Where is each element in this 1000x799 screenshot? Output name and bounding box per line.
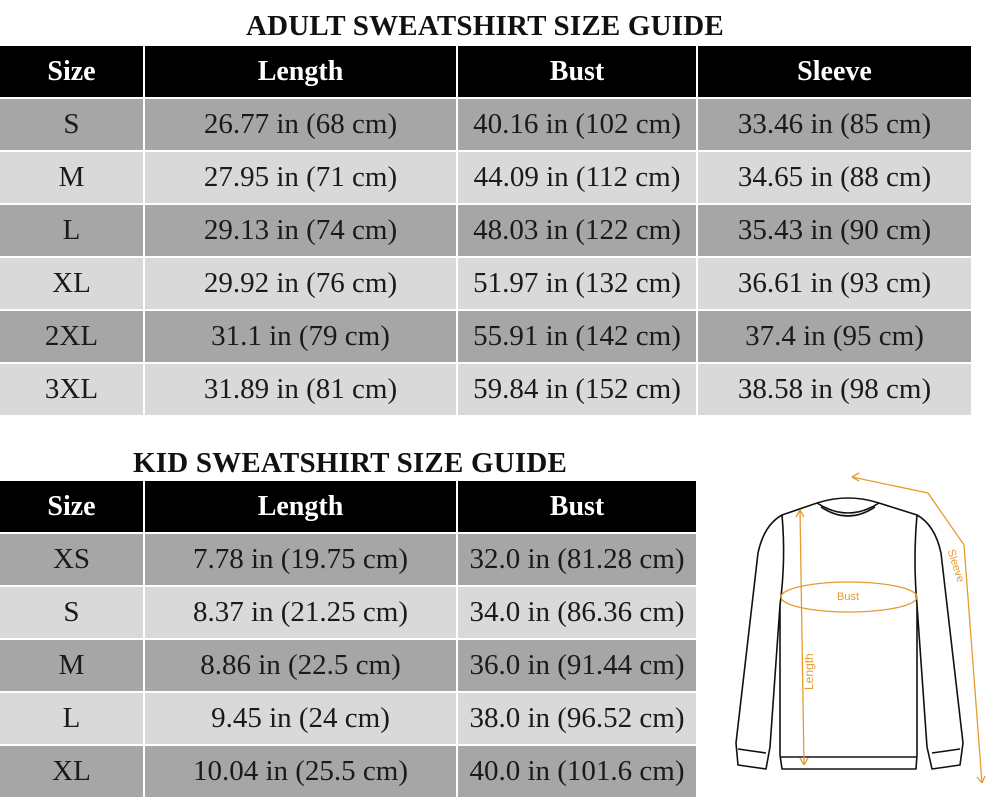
bust-cell: 51.97 in (132 cm) xyxy=(458,258,696,309)
length-measure-label: Length xyxy=(802,653,816,690)
kid-guide-title: KID SWEATSHIRT SIZE GUIDE xyxy=(133,447,568,479)
sleeve-cell: 35.43 in (90 cm) xyxy=(698,205,971,256)
sweatshirt-outline xyxy=(736,498,963,769)
size-cell: L xyxy=(0,693,143,744)
bust-cell: 48.03 in (122 cm) xyxy=(458,205,696,256)
length-cell: 31.89 in (81 cm) xyxy=(145,364,456,415)
table-row xyxy=(0,258,971,309)
table-row xyxy=(0,693,696,744)
table-row xyxy=(0,311,971,362)
table-row xyxy=(0,205,971,256)
right-armhole xyxy=(915,515,917,605)
sleeve-cell: 36.61 in (93 cm) xyxy=(698,258,971,309)
collar-front xyxy=(817,503,879,513)
size-cell: S xyxy=(0,587,143,638)
sweatshirt-measurement-diagram xyxy=(720,465,1000,799)
bust-cell: 59.84 in (152 cm) xyxy=(458,364,696,415)
column-header-length: Length xyxy=(145,46,456,97)
adult-size-table xyxy=(0,44,973,417)
sleeve-cell: 33.46 in (85 cm) xyxy=(698,99,971,150)
bust-cell: 34.0 in (86.36 cm) xyxy=(458,587,696,638)
column-header-size: Size xyxy=(0,481,143,532)
length-cell: 9.45 in (24 cm) xyxy=(145,693,456,744)
bust-cell: 32.0 in (81.28 cm) xyxy=(458,534,696,585)
column-header-bust: Bust xyxy=(458,481,696,532)
bust-cell: 38.0 in (96.52 cm) xyxy=(458,693,696,744)
bust-cell: 40.0 in (101.6 cm) xyxy=(458,746,696,797)
sleeve-cell: 38.58 in (98 cm) xyxy=(698,364,971,415)
collar-back xyxy=(817,498,879,503)
size-cell: XS xyxy=(0,534,143,585)
adult-guide-title: ADULT SWEATSHIRT SIZE GUIDE xyxy=(246,10,724,42)
size-cell: M xyxy=(0,152,143,203)
size-cell: L xyxy=(0,205,143,256)
sleeve-cell: 34.65 in (88 cm) xyxy=(698,152,971,203)
column-header-sleeve: Sleeve xyxy=(698,46,971,97)
length-cell: 7.78 in (19.75 cm) xyxy=(145,534,456,585)
length-cell: 29.92 in (76 cm) xyxy=(145,258,456,309)
size-cell: XL xyxy=(0,746,143,797)
table-row xyxy=(0,152,971,203)
length-cell: 31.1 in (79 cm) xyxy=(145,311,456,362)
table-row xyxy=(0,640,696,691)
kid-size-table xyxy=(0,479,698,799)
table-row xyxy=(0,364,971,415)
length-cell: 29.13 in (74 cm) xyxy=(145,205,456,256)
bust-cell: 40.16 in (102 cm) xyxy=(458,99,696,150)
size-cell: 3XL xyxy=(0,364,143,415)
column-header-length: Length xyxy=(145,481,456,532)
length-cell: 10.04 in (25.5 cm) xyxy=(145,746,456,797)
length-cell: 27.95 in (71 cm) xyxy=(145,152,456,203)
right-cuff xyxy=(932,749,960,753)
bust-cell: 55.91 in (142 cm) xyxy=(458,311,696,362)
collar-rib xyxy=(821,507,875,516)
size-cell: M xyxy=(0,640,143,691)
size-cell: XL xyxy=(0,258,143,309)
length-cell: 8.86 in (22.5 cm) xyxy=(145,640,456,691)
body-outline xyxy=(736,503,963,769)
size-cell: S xyxy=(0,99,143,150)
table-row xyxy=(0,534,696,585)
length-measure-line xyxy=(800,510,804,765)
left-armhole xyxy=(780,515,784,605)
sleeve-measure-label: Sleeve xyxy=(944,548,967,584)
sleeve-cell: 37.4 in (95 cm) xyxy=(698,311,971,362)
table-row xyxy=(0,587,696,638)
sleeve-arrow-start xyxy=(852,473,859,481)
length-cell: 8.37 in (21.25 cm) xyxy=(145,587,456,638)
measure-lines xyxy=(781,473,985,783)
size-cell: 2XL xyxy=(0,311,143,362)
bust-cell: 44.09 in (112 cm) xyxy=(458,152,696,203)
kid-header-row xyxy=(0,481,696,532)
table-row xyxy=(0,746,696,797)
length-cell: 26.77 in (68 cm) xyxy=(145,99,456,150)
column-header-size: Size xyxy=(0,46,143,97)
bust-cell: 36.0 in (91.44 cm) xyxy=(458,640,696,691)
column-header-bust: Bust xyxy=(458,46,696,97)
bust-measure-label: Bust xyxy=(837,591,860,603)
adult-header-row xyxy=(0,46,971,97)
left-cuff xyxy=(738,749,766,753)
table-row xyxy=(0,99,971,150)
